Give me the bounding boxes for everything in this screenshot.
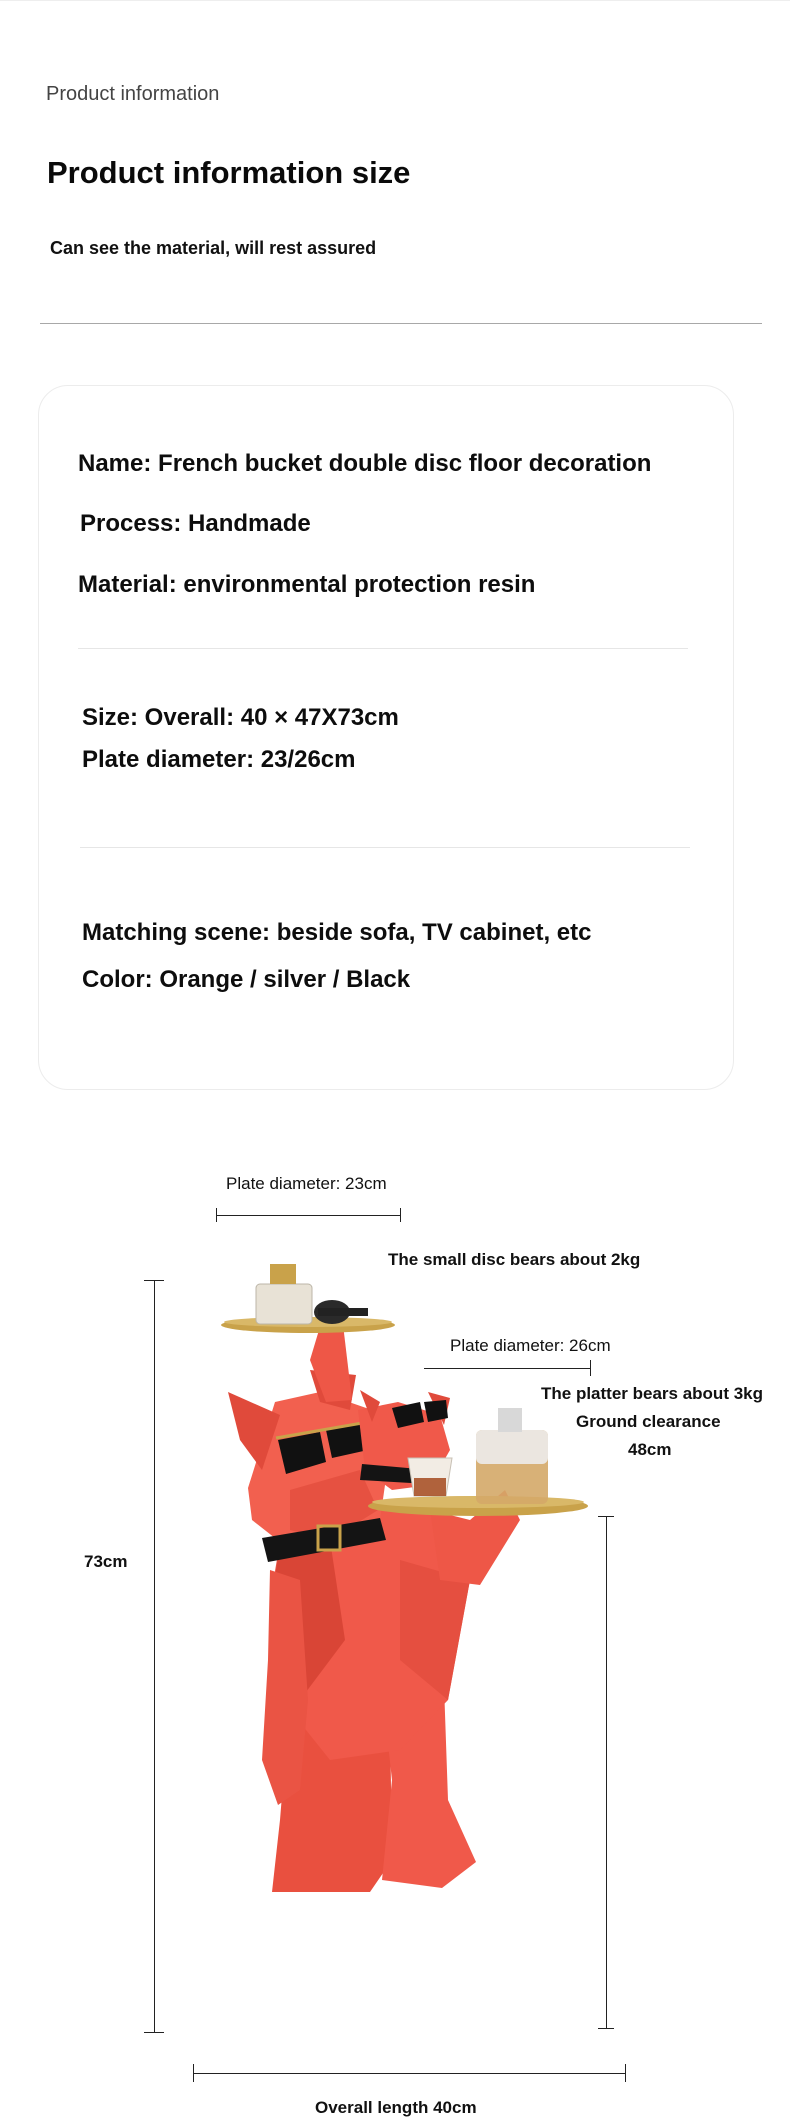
- spec-plate-diameter: Plate diameter: 23/26cm: [82, 746, 356, 773]
- length-dimension-line: [193, 2073, 625, 2074]
- ground-clearance-line: [606, 1516, 607, 2028]
- section-eyebrow: Product information: [46, 83, 220, 105]
- section-divider: [40, 323, 762, 324]
- spec-process: Process: Handmade: [80, 510, 311, 537]
- spec-color: Color: Orange / silver / Black: [82, 966, 411, 993]
- spec-material: Material: environmental protection resin: [78, 571, 536, 598]
- dimension-tick: [598, 2028, 614, 2029]
- dimension-tick: [590, 1360, 591, 1376]
- card-divider: [78, 648, 688, 649]
- overall-length-label: Overall length 40cm: [315, 2098, 477, 2117]
- small-plate-dimension-line: [216, 1215, 400, 1216]
- dimension-tick: [193, 2064, 194, 2082]
- dimension-tick: [625, 2064, 626, 2082]
- ground-clearance-value: 48cm: [628, 1440, 672, 1459]
- dimension-tick: [144, 2032, 164, 2033]
- large-disc-load-label: The platter bears about 3kg: [541, 1384, 763, 1403]
- dimension-tick: [144, 1280, 164, 1281]
- spec-card: [38, 385, 734, 1090]
- product-dimension-diagram: [0, 1140, 790, 2117]
- small-tray: [221, 1264, 395, 1333]
- height-dimension-line: [154, 1280, 155, 2032]
- product-illustration: [0, 1140, 790, 2050]
- top-divider: [0, 0, 790, 1]
- spec-size: Size: Overall: 40 × 47X73cm: [82, 704, 399, 731]
- dimension-tick: [400, 1208, 401, 1222]
- large-plate-diameter-label: Plate diameter: 26cm: [450, 1336, 611, 1355]
- spec-name: Name: French bucket double disc floor decoration: [78, 450, 652, 477]
- ground-clearance-label: Ground clearance: [576, 1412, 721, 1431]
- page-title: Product information size: [47, 155, 411, 190]
- dimension-tick: [598, 1516, 614, 1517]
- small-plate-diameter-label: Plate diameter: 23cm: [226, 1174, 387, 1193]
- small-disc-load-label: The small disc bears about 2kg: [388, 1250, 641, 1269]
- bulldog-figure: [228, 1316, 520, 1892]
- spec-scene: Matching scene: beside sofa, TV cabinet, etc: [82, 919, 592, 946]
- height-label: 73cm: [84, 1552, 128, 1571]
- large-plate-dimension-line: [424, 1368, 590, 1369]
- card-divider: [80, 847, 690, 848]
- page-subtitle: Can see the material, will rest assured: [50, 238, 377, 258]
- dimension-tick: [216, 1208, 217, 1222]
